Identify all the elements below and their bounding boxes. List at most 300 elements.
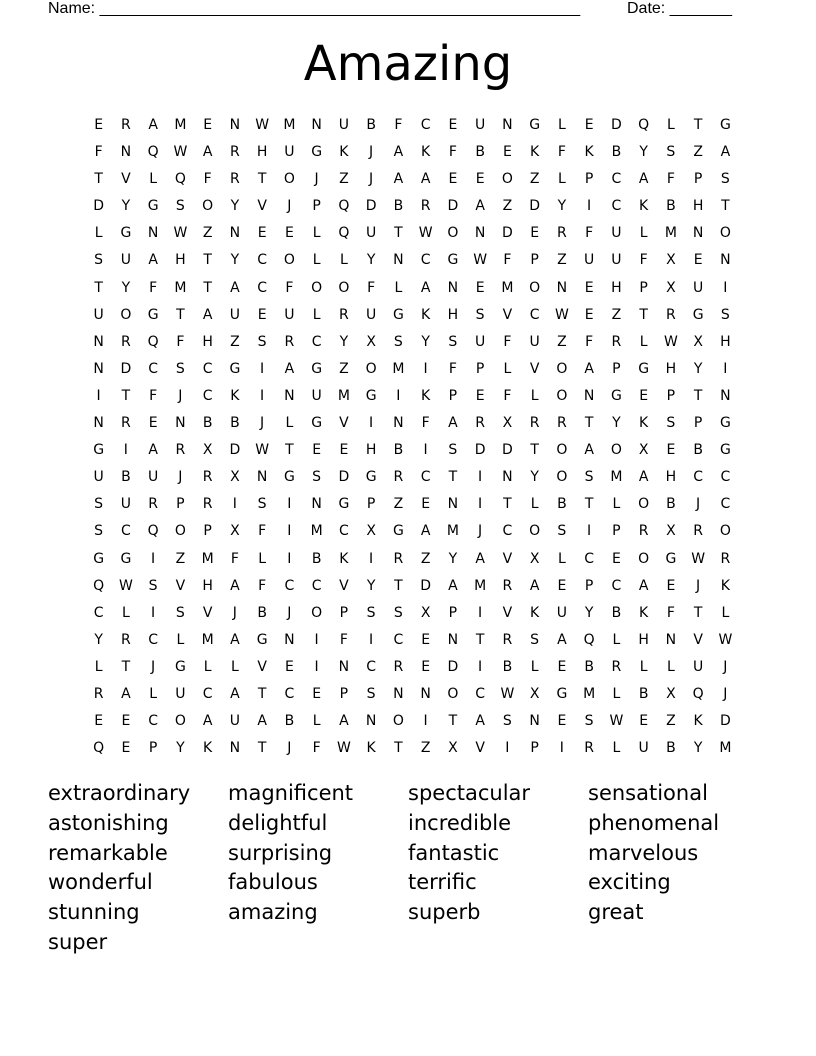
grid-letter: E — [584, 306, 594, 323]
grid-letter: H — [256, 144, 268, 161]
grid-letter: Z — [666, 713, 676, 730]
grid-letter: Y — [230, 252, 240, 269]
grid-letter: L — [149, 685, 158, 702]
grid-letter: A — [393, 144, 404, 161]
grid-letter: V — [175, 577, 186, 594]
grid-letter: M — [583, 685, 596, 702]
grid-letter: O — [202, 198, 214, 215]
grid-letter: K — [339, 550, 349, 567]
grid-letter: X — [502, 415, 513, 432]
grid-letter: R — [611, 658, 622, 675]
grid-letter: L — [530, 658, 539, 675]
grid-letter: O — [638, 550, 650, 567]
grid-letter: E — [339, 442, 349, 459]
grid-letter: Y — [612, 415, 621, 432]
grid-letter: U — [366, 225, 377, 242]
grid-letter: I — [478, 496, 483, 513]
grid-letter: U — [338, 117, 349, 133]
grid-letter: H — [447, 306, 459, 323]
grid-letter: G — [120, 225, 132, 242]
grid-letter: P — [530, 740, 539, 757]
grid-letter: G — [229, 360, 241, 377]
grid-letter: R — [420, 198, 431, 215]
grid-letter: E — [639, 387, 649, 404]
grid-letter: C — [420, 469, 431, 486]
grid-letter: M — [392, 360, 405, 377]
grid-letter: L — [94, 225, 103, 242]
grid-letter: L — [639, 658, 648, 675]
grid-letter: O — [719, 523, 731, 540]
grid-letter: F — [666, 604, 675, 621]
grid-letter: I — [287, 550, 292, 567]
grid-letter: A — [420, 523, 431, 540]
grid-letter: E — [421, 496, 431, 513]
grid-letter: S — [584, 469, 594, 486]
grid-letter: E — [257, 225, 267, 242]
grid-letter: Z — [230, 333, 240, 350]
grid-letter: F — [176, 333, 185, 350]
grid-letter: S — [393, 604, 403, 621]
grid-letter: S — [584, 713, 594, 730]
grid-letter: C — [611, 577, 622, 594]
grid-letter: U — [366, 306, 377, 323]
grid-letter: E — [448, 171, 458, 188]
grid-letter: Z — [693, 144, 703, 161]
grid-letter: T — [448, 469, 458, 486]
grid-letter: N — [93, 415, 104, 432]
grid-letter: N — [93, 333, 104, 350]
grid-letter: C — [338, 523, 349, 540]
grid-letter: G — [365, 469, 377, 486]
grid-letter: N — [365, 713, 377, 730]
grid-letter: I — [260, 387, 265, 404]
grid-letter: F — [367, 279, 376, 296]
grid-letter: I — [369, 550, 374, 567]
grid-letter: T — [721, 198, 730, 215]
grid-letter: R — [339, 306, 349, 323]
word-list-item: marvelous — [588, 840, 699, 865]
grid-letter: I — [723, 279, 728, 296]
grid-letter: I — [423, 713, 428, 730]
grid-letter: A — [202, 144, 213, 161]
grid-letter: M — [610, 469, 623, 486]
grid-letter: C — [120, 523, 131, 540]
grid-row — [85, 356, 739, 383]
grid-letter: O — [556, 469, 568, 486]
grid-letter: N — [93, 360, 104, 377]
grid-row — [85, 464, 739, 491]
grid-letter: C — [611, 198, 622, 215]
grid-letter: L — [557, 171, 566, 188]
grid-letter: P — [612, 360, 621, 377]
grid-letter: P — [612, 523, 621, 540]
grid-letter: A — [584, 360, 594, 377]
grid-letter: H — [202, 333, 213, 350]
grid-letter: E — [203, 117, 213, 133]
grid-letter: J — [287, 740, 292, 757]
grid-letter: S — [175, 360, 185, 377]
grid-letter: R — [121, 415, 131, 432]
grid-letter: E — [475, 171, 485, 188]
grid-letter: F — [557, 144, 566, 161]
grid-letter: O — [447, 685, 459, 702]
grid-letter: S — [720, 171, 730, 188]
grid-letter: U — [229, 306, 240, 323]
grid-letter: N — [229, 117, 241, 133]
grid-letter: A — [448, 577, 458, 594]
grid-letter: W — [255, 117, 270, 133]
grid-letter: A — [638, 171, 649, 188]
grid-letter: L — [639, 333, 648, 350]
grid-letter: F — [503, 252, 512, 269]
grid-letter: O — [338, 279, 350, 296]
grid-letter: V — [529, 360, 540, 377]
grid-letter: G — [638, 360, 650, 377]
grid-letter: G — [311, 144, 323, 161]
grid-letter: L — [230, 658, 239, 675]
grid-letter: B — [202, 415, 213, 432]
grid-letter: X — [202, 442, 213, 459]
grid-letter: I — [587, 198, 592, 215]
grid-letter: Z — [393, 496, 404, 513]
grid-letter: W — [691, 550, 706, 567]
grid-letter: C — [202, 360, 213, 377]
grid-letter: D — [447, 658, 459, 675]
grid-letter: C — [529, 306, 540, 323]
grid-letter: Q — [583, 631, 595, 648]
grid-letter: P — [339, 604, 349, 621]
grid-letter: H — [365, 442, 377, 459]
grid-letter: F — [503, 333, 512, 350]
grid-letter: T — [394, 740, 403, 757]
grid-letter: R — [638, 523, 649, 540]
grid-letter: E — [421, 658, 431, 675]
grid-letter: O — [556, 442, 568, 459]
grid-letter: X — [638, 442, 649, 459]
grid-letter: F — [258, 577, 267, 594]
grid-letter: G — [311, 360, 323, 377]
grid-letter: L — [639, 225, 648, 242]
grid-letter: D — [420, 577, 432, 594]
grid-letter: O — [311, 279, 323, 296]
grid-letter: B — [666, 198, 676, 215]
grid-letter: P — [584, 171, 594, 188]
grid-letter: A — [284, 360, 295, 377]
grid-letter: G — [93, 550, 105, 567]
grid-letter: J — [287, 198, 292, 215]
grid-letter: Q — [147, 523, 159, 540]
grid-letter: T — [503, 496, 512, 513]
grid-letter: Y — [176, 740, 185, 757]
grid-letter: A — [420, 279, 431, 296]
grid-letter: X — [366, 523, 376, 540]
grid-letter: B — [611, 604, 622, 621]
grid-letter: I — [478, 604, 483, 621]
grid-letter: E — [666, 442, 676, 459]
grid-letter: H — [665, 360, 677, 377]
grid-letter: Q — [147, 144, 159, 161]
grid-letter: B — [502, 658, 513, 675]
grid-letter: I — [287, 523, 292, 540]
grid-letter: U — [93, 469, 104, 486]
grid-letter: E — [312, 685, 322, 702]
page-title: Amazing — [303, 36, 513, 92]
grid-letter: N — [529, 713, 540, 730]
grid-letter: J — [232, 604, 237, 621]
grid-letter: R — [284, 333, 295, 350]
word-list-item: incredible — [408, 810, 512, 835]
grid-letter: W — [500, 685, 515, 702]
grid-letter: A — [148, 117, 158, 133]
grid-letter: T — [475, 631, 485, 648]
grid-letter: U — [475, 333, 486, 350]
grid-letter: Y — [693, 360, 703, 377]
grid-letter: P — [639, 279, 648, 296]
grid-letter: I — [260, 360, 265, 377]
grid-letter: T — [121, 387, 131, 404]
grid-letter: T — [257, 171, 267, 188]
grid-letter: Z — [611, 306, 622, 323]
grid-letter: I — [423, 360, 428, 377]
grid-letter: U — [284, 144, 295, 161]
grid-letter: R — [529, 415, 540, 432]
grid-letter: K — [693, 713, 703, 730]
word-list-item: delightful — [228, 810, 328, 835]
grid-letter: J — [723, 658, 728, 675]
grid-letter: G — [338, 496, 350, 513]
grid-letter: B — [666, 496, 676, 513]
grid-letter: H — [665, 469, 677, 486]
grid-letter: X — [366, 333, 376, 350]
grid-letter: T — [203, 252, 212, 269]
grid-letter: S — [94, 523, 104, 540]
grid-letter: A — [230, 279, 240, 296]
grid-letter: R — [557, 415, 567, 432]
grid-letter: A — [720, 144, 731, 161]
word-list-item: superb — [408, 900, 481, 925]
grid-letter: C — [148, 713, 159, 730]
grid-letter: N — [447, 496, 459, 513]
grid-letter: B — [475, 144, 485, 161]
grid-letter: V — [202, 604, 213, 621]
grid-row — [85, 166, 739, 193]
grid-letter: T — [176, 306, 185, 323]
word-list-item: phenomenal — [588, 810, 720, 835]
grid-letter: J — [478, 523, 483, 540]
grid-letter: T — [448, 713, 458, 730]
grid-letter: L — [312, 225, 321, 242]
grid-letter: X — [448, 740, 458, 757]
grid-letter: T — [94, 171, 103, 188]
grid-letter: S — [666, 144, 676, 161]
grid-letter: P — [339, 685, 349, 702]
grid-letter: L — [612, 685, 621, 702]
grid-letter: U — [120, 496, 131, 513]
grid-letter: D — [447, 198, 459, 215]
word-list-item: wonderful — [48, 870, 153, 895]
grid-letter: X — [666, 252, 676, 269]
grid-letter: N — [393, 252, 404, 269]
word-list-item: magnificent — [228, 781, 354, 805]
grid-letter: L — [258, 550, 267, 567]
grid-row — [85, 491, 739, 518]
grid-letter: F — [394, 117, 403, 133]
grid-letter: R — [475, 415, 485, 432]
grid-letter: F — [149, 279, 158, 296]
grid-letter: E — [284, 225, 294, 242]
grid-letter: C — [93, 604, 104, 621]
grid-row — [85, 247, 739, 274]
grid-letter: F — [312, 740, 321, 757]
grid-letter: S — [148, 577, 158, 594]
grid-letter: E — [284, 658, 294, 675]
grid-letter: E — [94, 117, 104, 133]
grid-letter: N — [284, 387, 295, 404]
grid-letter: F — [149, 387, 158, 404]
grid-letter: I — [369, 631, 374, 648]
grid-letter: C — [202, 387, 213, 404]
grid-letter: S — [720, 306, 730, 323]
word-list-item: fantastic — [408, 840, 500, 865]
grid-letter: E — [693, 252, 703, 269]
grid-row — [85, 410, 739, 437]
grid-letter: I — [478, 469, 483, 486]
grid-letter: K — [584, 144, 594, 161]
grid-letter: J — [369, 171, 374, 188]
word-list-item: spectacular — [408, 781, 531, 805]
grid-letter: R — [121, 631, 131, 648]
grid-letter: N — [311, 117, 322, 133]
grid-letter: V — [502, 306, 513, 323]
grid-letter: M — [474, 577, 487, 594]
grid-letter: W — [418, 225, 433, 242]
grid-letter: E — [148, 415, 158, 432]
grid-letter: P — [584, 577, 594, 594]
grid-letter: R — [202, 469, 213, 486]
word-list-item: amazing — [228, 900, 318, 925]
grid-letter: B — [666, 740, 676, 757]
grid-letter: K — [230, 387, 240, 404]
grid-letter: L — [312, 713, 321, 730]
grid-letter: M — [201, 550, 214, 567]
grid-letter: U — [311, 387, 322, 404]
grid-letter: J — [723, 685, 728, 702]
grid-letter: F — [585, 225, 594, 242]
grid-letter: A — [638, 469, 649, 486]
grid-letter: N — [502, 117, 513, 133]
grid-letter: A — [475, 198, 485, 215]
grid-letter: N — [120, 144, 132, 161]
word-list-item: surprising — [228, 840, 333, 865]
grid-letter: C — [148, 631, 159, 648]
grid-letter: F — [448, 144, 457, 161]
grid-letter: G — [529, 117, 541, 133]
grid-letter: D — [365, 198, 377, 215]
grid-letter: D — [529, 198, 541, 215]
grid-letter: R — [502, 577, 513, 594]
grid-letter: E — [312, 442, 322, 459]
grid-letter: K — [339, 144, 349, 161]
grid-letter: Y — [530, 469, 539, 486]
grid-letter: X — [666, 685, 676, 702]
grid-letter: O — [556, 387, 568, 404]
grid-letter: D — [719, 713, 731, 730]
grid-letter: S — [666, 415, 676, 432]
grid-letter: E — [257, 306, 267, 323]
grid-letter: U — [611, 252, 622, 269]
grid-letter: U — [175, 685, 186, 702]
grid-letter: I — [314, 631, 319, 648]
grid-letter: E — [475, 387, 485, 404]
grid-letter: R — [502, 631, 513, 648]
grid-letter: C — [420, 117, 431, 133]
grid-letter: P — [693, 171, 703, 188]
grid-letter: O — [311, 604, 323, 621]
grid-letter: G — [283, 469, 295, 486]
grid-letter: R — [175, 442, 186, 459]
word-list-item: stunning — [48, 900, 140, 925]
grid-letter: U — [611, 225, 622, 242]
grid-letter: K — [421, 144, 431, 161]
grid-letter: J — [178, 387, 183, 404]
grid-letter: D — [120, 360, 132, 377]
grid-letter: O — [120, 306, 132, 323]
grid-letter: C — [420, 252, 431, 269]
grid-letter: A — [148, 252, 158, 269]
grid-letter: S — [257, 496, 267, 513]
grid-letter: A — [230, 685, 240, 702]
grid-letter: M — [501, 279, 514, 296]
grid-letter: E — [448, 117, 458, 133]
grid-letter: B — [393, 442, 404, 459]
date-label: Date: _______ — [627, 0, 732, 17]
grid-letter: H — [720, 333, 731, 350]
grid-letter: L — [666, 117, 675, 133]
grid-letter: C — [693, 469, 704, 486]
grid-letter: O — [174, 713, 186, 730]
grid-letter: N — [393, 415, 404, 432]
grid-letter: I — [369, 415, 374, 432]
grid-letter: W — [473, 252, 488, 269]
grid-letter: I — [232, 496, 237, 513]
grid-letter: W — [336, 740, 351, 757]
grid-letter: V — [339, 577, 349, 594]
grid-letter: L — [557, 550, 566, 567]
word-list-item: exciting — [588, 870, 671, 895]
grid-letter: B — [693, 442, 703, 459]
grid-letter: N — [556, 279, 568, 296]
grid-letter: Q — [692, 685, 704, 702]
grid-letter: U — [584, 252, 595, 269]
grid-letter: Z — [339, 360, 349, 377]
grid-letter: I — [505, 740, 510, 757]
grid-letter: O — [556, 360, 568, 377]
grid-letter: H — [611, 279, 622, 296]
grid-letter: L — [612, 631, 621, 648]
grid-letter: Q — [93, 740, 105, 757]
grid-letter: P — [666, 387, 676, 404]
grid-letter: A — [638, 577, 649, 594]
grid-letter: S — [393, 333, 403, 350]
grid-letter: V — [257, 658, 267, 675]
grid-row — [85, 708, 739, 735]
grid-letter: X — [529, 685, 540, 702]
grid-letter: E — [611, 550, 621, 567]
grid-letter: Y — [230, 198, 240, 215]
grid-letter: O — [283, 252, 295, 269]
word-list-item: terrific — [408, 870, 477, 895]
word-list-item: super — [48, 929, 108, 954]
